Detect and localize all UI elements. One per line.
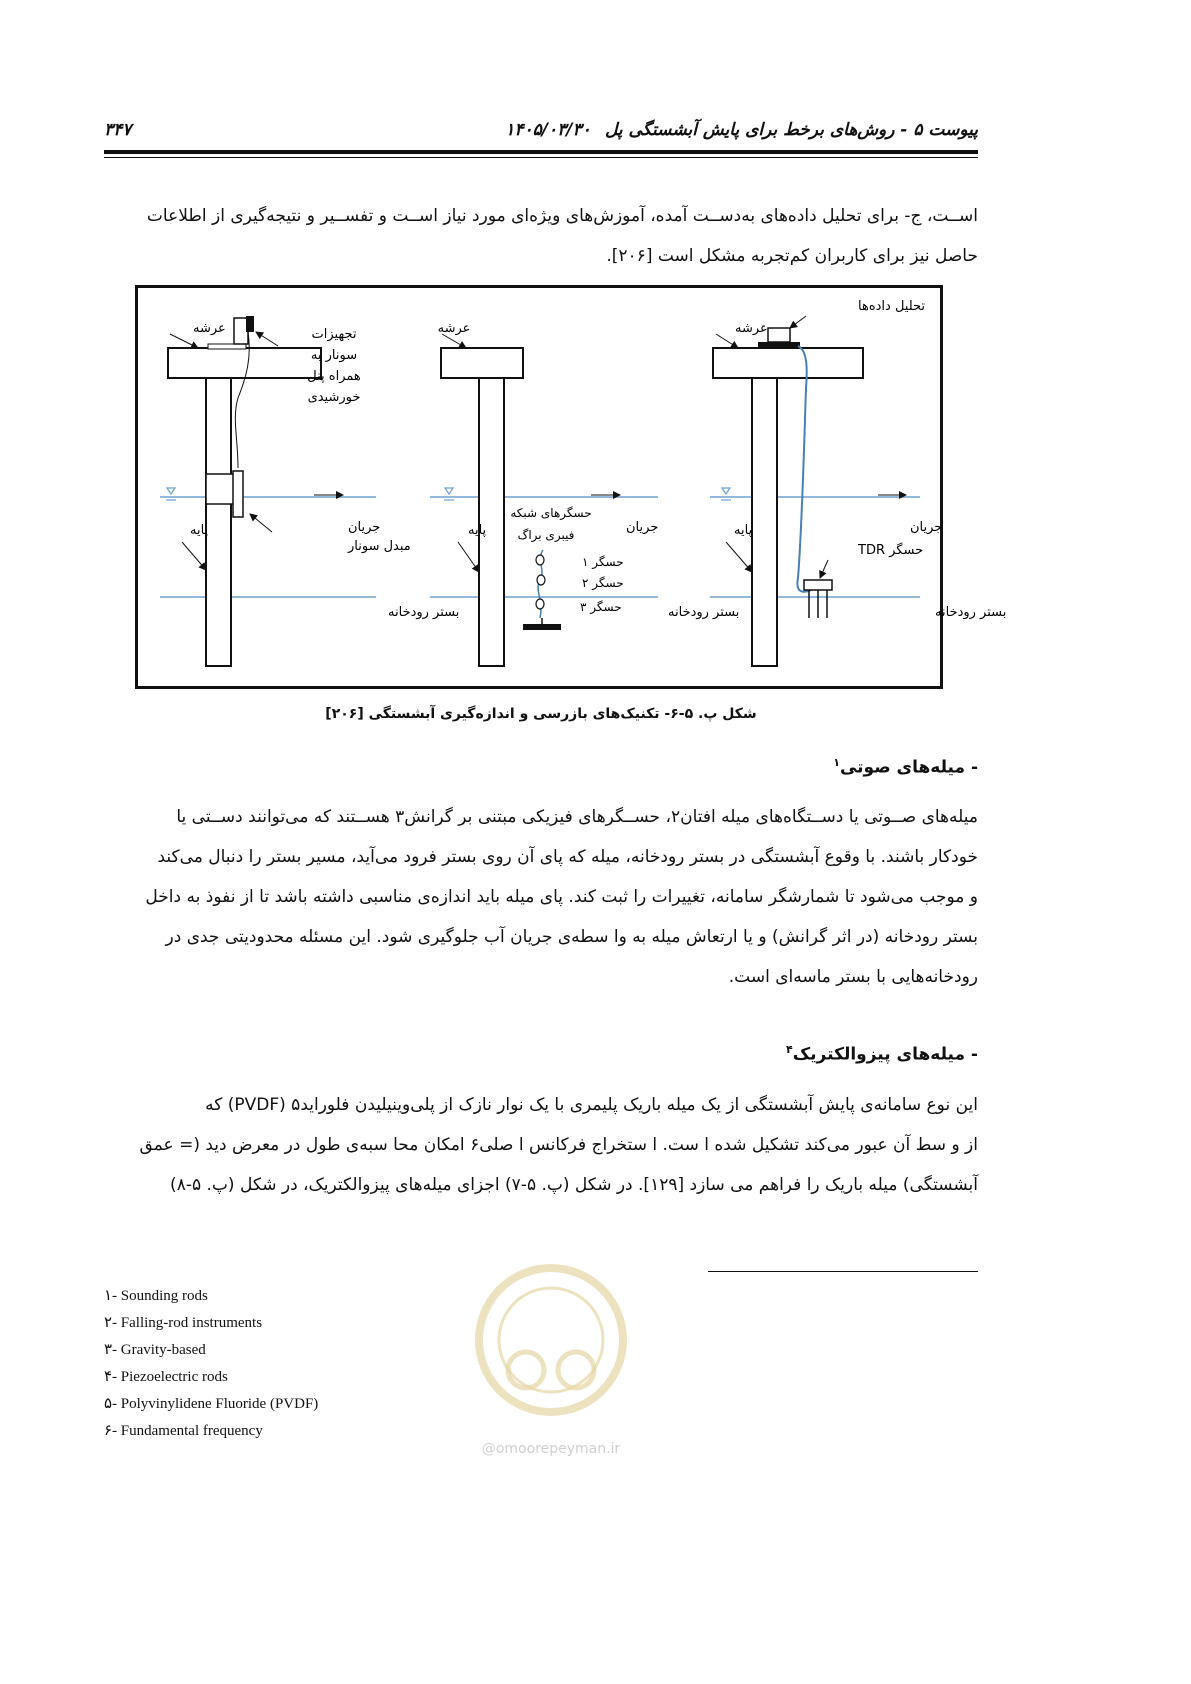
fbg-sensor-2-marker [537, 575, 545, 585]
tdr-cable [797, 346, 818, 592]
label-sensor-3: حسگر ۳ [580, 600, 622, 614]
running-header-date: ۱۴۰۵/۰۳/۳۰ [505, 120, 591, 140]
label-riverbed-right: بستر رودخانه [935, 605, 1007, 620]
footnote-ref: ۴ [786, 1043, 793, 1056]
bridge-pier-left [206, 378, 231, 666]
footnote-item: ۴- Piezoelectric rods [104, 1369, 228, 1385]
label-riverbed-left: بستر رودخانه [388, 605, 460, 620]
label-sonar-transducer: مبدل سونار [348, 539, 411, 554]
label-deck-left: عرشه [193, 321, 226, 336]
label-fbg-sensors-1: حسگرهای شبکه [510, 506, 592, 520]
label-deck-right: عرشه [735, 321, 768, 336]
figure-caption: شکل پ. ۵-۶- تکنیک‌های بازرسی و اندازه‌گیری آبشستگی [۲۰۶] [325, 706, 757, 722]
header-rule-thin [104, 157, 978, 158]
intro-line: اســت، ج- برای تحلیل داده‌های به‌دســت آمده، آموزش‌های ویژه‌ای مورد نیاز اســت و تفســیر و نتیجه‌گیری از اطلاعات [146, 206, 978, 226]
label-pier-left: پایه [190, 523, 209, 538]
label-sonar-equipment-2: سونار به [310, 348, 358, 363]
footnote-item: ۲- Falling-rod instruments [104, 1315, 263, 1331]
bridge-pier-middle [479, 378, 504, 666]
section-heading-text: - میله‌های صوتی [839, 757, 978, 778]
fbg-sensor-3-marker [536, 599, 544, 609]
running-header-title: پیوست ۵ - روش‌های برخط برای پایش آبشستگی پل [604, 120, 978, 140]
sonar-equipment-unit [246, 316, 254, 332]
label-fbg-sensors-2: فیبری براگ [517, 528, 575, 542]
intro-line: حاصل نیز برای کاربران کم‌تجربه مشکل است [۲۰۶]. [606, 246, 978, 266]
label-flow-left: جریان [348, 520, 381, 535]
section2-line: از و سط آن عبور می‌کند تشکیل شده ا ست. ا ستخراج فرکانس ا صلی۶ امکان محا سبه‌ی طول در معرض دید (= عمق [139, 1135, 978, 1155]
bridge-pier-right [752, 378, 777, 666]
label-sonar-equipment-1: تجهیزات [311, 327, 357, 342]
label-sonar-equipment-4: خورشیدی [307, 390, 361, 405]
section1-line: و موجب می‌شود تا شمارشگر سامانه، تغییرات را ثبت کند. پای میله باید اندازه‌ی مناسبی داشته باشد تا از نفوذ به داخل [145, 887, 978, 907]
label-deck-middle: عرشه [437, 321, 471, 336]
header-rule-thick [104, 150, 978, 154]
section1-line: بستر رودخانه (در اثر گرانش) و یا ارتعاش میله به وا سطه‌ی جریان آب جلوگیری شود. این مسئله محدودیتی جدی در [165, 927, 978, 947]
watermark-logo [456, 1250, 646, 1460]
footnote-ref: ۱ [833, 756, 840, 769]
fbg-anchor-base [523, 624, 561, 630]
bridge-deck-middle [441, 348, 523, 378]
section-heading-piezoelectric-rods [786, 1043, 978, 1065]
section1-line: خودکار باشند. با وقوع آبشستگی در بستر رودخانه، میله که پای آن روی بستر فرود می‌آید، مسیر بستر را دنبال می‌کند [157, 847, 978, 867]
section-heading-sounding-rods [833, 756, 978, 778]
section1-line: میله‌های صــوتی یا دســتگاه‌های میله افتان۲، حســگرهای فیزیکی مبتنی بر گرانش۳ هســتند که می‌توانند دســتی یا [176, 807, 978, 827]
data-logger-base [758, 342, 800, 348]
figure-drawing [138, 288, 1007, 686]
label-data-analysis: تحلیل داده‌ها [858, 299, 926, 314]
water-level-icon [166, 488, 731, 500]
bridge-deck-right [713, 348, 863, 378]
bridge-deck-left [168, 348, 321, 378]
label-sonar-equipment-3: همراه پنل [307, 369, 361, 384]
footnote-item: ۳- Gravity-based [104, 1342, 206, 1358]
label-flow-right: جریان [910, 520, 943, 535]
section1-line: رودخانه‌هایی با بستر ماسه‌ای است. [728, 967, 978, 987]
data-logger-box [768, 328, 790, 342]
section1-paragraph [104, 797, 978, 997]
page-number: ۳۴۷ [104, 120, 132, 140]
footnote-item: ۵- Polyvinylidene Fluoride (PVDF) [104, 1396, 319, 1412]
section2-paragraph [104, 1085, 978, 1205]
sonar-equipment-box [234, 318, 248, 344]
label-tdr-sensor: حسگر TDR [858, 543, 924, 558]
footnote-rule [708, 1271, 978, 1272]
label-sensor-1: حسگر ۱ [582, 555, 624, 569]
footnote-item: ۱- Sounding rods [104, 1288, 208, 1304]
label-sensor-2: حسگر ۲ [582, 576, 624, 590]
tdr-sensor-head [804, 580, 832, 590]
section-heading-text: - میله‌های پیزوالکتریک [792, 1044, 978, 1065]
section2-line: این نوع سامانه‌ی پایش آبشستگی از یک میله باریک پلیمری با یک نوار نازک از پلی‌وینیلیدن فلوراید۵ (PVDF) که [205, 1095, 978, 1115]
watermark-text: @omoorepeyman.ir [481, 1441, 621, 1457]
label-pier-right: پایه [734, 523, 753, 538]
scour-techniques-figure [135, 285, 1007, 689]
label-riverbed-middle: بستر رودخانه [668, 605, 740, 620]
fbg-sensor-1-marker [536, 555, 544, 565]
label-pier-middle: پایه [468, 523, 487, 538]
footnote-item: ۶- Fundamental frequency [104, 1423, 263, 1439]
section2-line: آبشستگی) میله باریک را فراهم می سازد [۱۲۹]. در شکل (پ. ۵-۷) اجزای میله‌های پیزوالکتریک، در شکل (پ. ۵-۸) [170, 1175, 978, 1195]
label-flow-middle: جریان [626, 520, 659, 535]
intro-paragraph [104, 196, 978, 276]
sonar-transducer [233, 471, 243, 517]
